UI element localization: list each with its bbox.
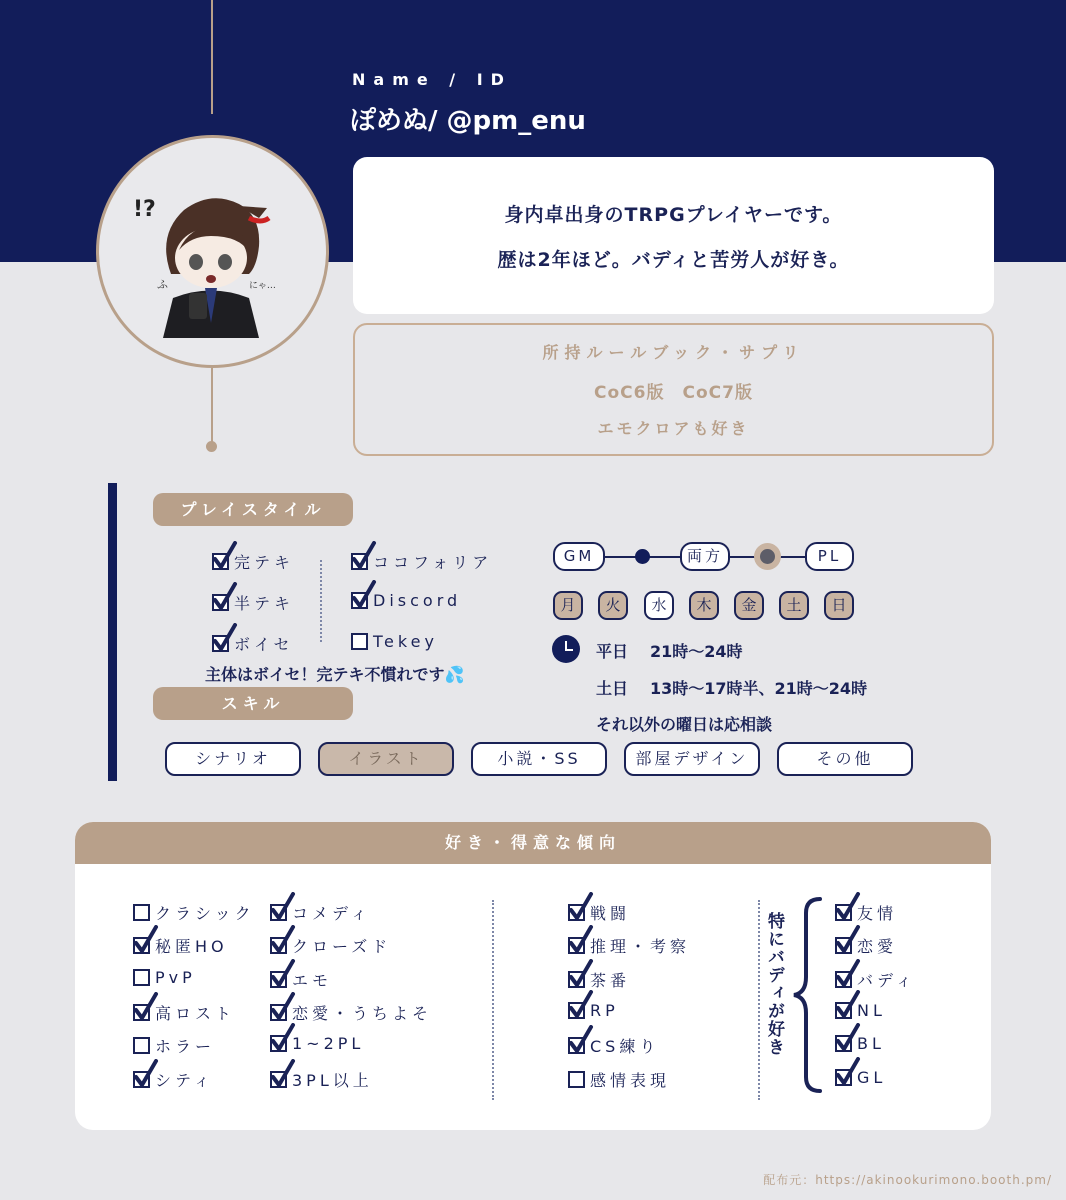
- checkbox[interactable]: [270, 1004, 287, 1021]
- checkbox[interactable]: [270, 904, 287, 921]
- preference-item[interactable]: [133, 968, 196, 987]
- checkbox-label: 戦闘: [590, 904, 631, 923]
- preferences-title: 好き・得意な傾向: [75, 822, 991, 864]
- checkbox[interactable]: [133, 969, 150, 986]
- section-side-bar: [108, 483, 117, 781]
- checkbox[interactable]: [133, 904, 150, 921]
- checkmark-icon: [213, 541, 239, 571]
- checkbox[interactable]: [270, 971, 287, 988]
- checkbox[interactable]: [133, 1071, 150, 1088]
- checkbox-label: ココフォリア: [373, 553, 493, 572]
- role-both[interactable]: 両方: [680, 542, 730, 571]
- checkbox-label: エモ: [292, 971, 333, 990]
- checkbox[interactable]: [270, 937, 287, 954]
- preference-item[interactable]: [568, 1001, 619, 1020]
- day-thu[interactable]: 木: [689, 591, 719, 620]
- checkbox-label: 3PL以上: [292, 1071, 373, 1090]
- checkbox-label: コメディ: [292, 904, 371, 923]
- checkmark-icon: [352, 580, 378, 610]
- skill-illustration[interactable]: イラスト: [318, 742, 454, 776]
- playstyle-note: 主体はボイセ！完テキ不慣れです💦: [205, 665, 465, 684]
- checkmark-icon: [134, 1059, 160, 1089]
- rulebook-line: エモクロアも好き: [597, 419, 750, 438]
- checkbox-label: ホラー: [155, 1037, 216, 1056]
- preference-item[interactable]: [568, 1068, 670, 1091]
- checkbox[interactable]: [351, 633, 368, 650]
- checkbox[interactable]: [835, 1069, 852, 1086]
- checkmark-icon: [134, 992, 160, 1022]
- checkbox[interactable]: [133, 1004, 150, 1021]
- checkbox[interactable]: [270, 1071, 287, 1088]
- rulebook-title: 所持ルールブック・サプリ: [542, 343, 805, 362]
- preference-item[interactable]: [270, 968, 332, 991]
- checkbox-label: Discord: [373, 591, 462, 610]
- checkbox[interactable]: [270, 1035, 287, 1052]
- checkbox-label: PvP: [155, 968, 196, 987]
- svg-text:ふ: ふ: [157, 278, 168, 291]
- checkbox[interactable]: [568, 1002, 585, 1019]
- preference-item[interactable]: [568, 901, 630, 924]
- intro-card: [353, 157, 994, 314]
- checkbox[interactable]: [835, 1002, 852, 1019]
- checkbox[interactable]: [351, 592, 368, 609]
- preference-item[interactable]: [270, 1068, 373, 1091]
- day-sun[interactable]: 日: [824, 591, 854, 620]
- preference-item[interactable]: [568, 1034, 659, 1057]
- schedule-other: それ以外の曜日は応相談: [596, 715, 773, 734]
- svg-text:!?: !?: [133, 197, 156, 222]
- checkbox-label: 1~2PL: [292, 1034, 365, 1053]
- checkmark-icon: [569, 1025, 595, 1055]
- day-tue[interactable]: 火: [598, 591, 628, 620]
- rulebook-card: [353, 323, 994, 456]
- checkmark-icon: [271, 992, 297, 1022]
- divider: [320, 560, 322, 642]
- credit-text: 配布元：https://akinookurimono.booth.pm/: [763, 1173, 1052, 1187]
- checkmark-icon: [836, 959, 862, 989]
- playstyle-format-item[interactable]: [212, 632, 294, 655]
- checkbox[interactable]: [212, 594, 229, 611]
- checkbox-label: ボイセ: [234, 635, 294, 654]
- checkbox[interactable]: [568, 1071, 585, 1088]
- checkbox-label: 完テキ: [234, 553, 295, 572]
- checkbox[interactable]: [835, 1035, 852, 1052]
- checkbox-label: GL: [857, 1068, 887, 1087]
- day-wed[interactable]: 水: [644, 591, 674, 620]
- checkbox-label: クローズド: [292, 937, 392, 956]
- checkbox-label: バディ: [857, 971, 916, 990]
- checkmark-icon: [836, 990, 862, 1020]
- skill-other[interactable]: その他: [777, 742, 913, 776]
- preference-item[interactable]: [133, 934, 228, 957]
- checkbox[interactable]: [351, 553, 368, 570]
- checkbox-label: 感情表現: [590, 1071, 671, 1090]
- checkmark-icon: [836, 892, 862, 922]
- preference-item[interactable]: [270, 1034, 364, 1053]
- checkmark-icon: [134, 925, 160, 955]
- preference-item[interactable]: [270, 901, 371, 924]
- checkmark-icon: [213, 582, 239, 612]
- role-gm[interactable]: GM: [553, 542, 605, 571]
- day-mon[interactable]: 月: [553, 591, 583, 620]
- checkbox-label: クラシック: [155, 904, 255, 923]
- preference-item[interactable]: [835, 1068, 886, 1087]
- schedule-weekend-label: 土日: [596, 679, 629, 698]
- checkbox[interactable]: [568, 1037, 585, 1054]
- svg-text:にゃ…: にゃ…: [249, 281, 276, 291]
- preference-item[interactable]: [133, 1001, 235, 1024]
- checkmark-icon: [836, 1057, 862, 1087]
- rulebook-line: CoC6版 CoC7版: [594, 383, 753, 403]
- preference-item[interactable]: [133, 1068, 214, 1091]
- checkbox-label: 恋愛: [857, 937, 898, 956]
- playstyle-format-item[interactable]: [212, 550, 294, 573]
- checkbox-label: 高ロスト: [155, 1004, 236, 1023]
- skill-novel[interactable]: 小説・SS: [471, 742, 607, 776]
- day-fri[interactable]: 金: [734, 591, 764, 620]
- preference-item[interactable]: [270, 1001, 432, 1024]
- checkmark-icon: [569, 990, 595, 1020]
- checkbox-label: 友情: [857, 904, 898, 923]
- name-label: Name / ID: [352, 70, 512, 89]
- checkbox-label: 茶番: [590, 971, 631, 990]
- schedule-weekend-time: 13時〜17時半、21時〜24時: [650, 679, 868, 698]
- bracket-note: 特にバディが好き: [764, 912, 784, 1056]
- checkmark-icon: [271, 925, 297, 955]
- checkbox[interactable]: [568, 971, 585, 988]
- thread-line: [211, 0, 213, 114]
- avatar: [96, 135, 329, 368]
- role-selected-dot[interactable]: [754, 543, 781, 570]
- skill-room-design[interactable]: 部屋デザイン: [624, 742, 760, 776]
- checkmark-icon: [213, 623, 239, 653]
- checkbox-label: CS練り: [590, 1037, 660, 1056]
- role-pl[interactable]: PL: [805, 542, 854, 571]
- character-portrait-icon: [99, 138, 326, 365]
- checkbox-label: BL: [857, 1034, 885, 1053]
- checkmark-icon: [271, 1059, 297, 1089]
- checkbox-label: 推理・考察: [590, 937, 691, 956]
- role-scale-dot[interactable]: [635, 549, 650, 564]
- checkbox-label: シティ: [155, 1071, 214, 1090]
- checkbox-label: 半テキ: [234, 594, 295, 613]
- schedule-weekday-label: 平日: [596, 642, 629, 661]
- checkmark-icon: [271, 892, 297, 922]
- checkbox[interactable]: [212, 553, 229, 570]
- skill-scenario[interactable]: シナリオ: [165, 742, 301, 776]
- preference-item[interactable]: [835, 901, 897, 924]
- preference-item[interactable]: [835, 968, 916, 991]
- preference-item[interactable]: [270, 934, 391, 957]
- checkmark-icon: [569, 892, 595, 922]
- divider: [492, 900, 494, 1100]
- playstyle-tab: プレイスタイル: [153, 493, 353, 526]
- day-sat[interactable]: 土: [779, 591, 809, 620]
- checkbox[interactable]: [568, 937, 585, 954]
- checkmark-icon: [271, 1023, 297, 1053]
- checkbox[interactable]: [568, 904, 585, 921]
- playstyle-tool-item[interactable]: [351, 550, 492, 573]
- preference-item[interactable]: [568, 934, 690, 957]
- checkbox-label: RP: [590, 1001, 619, 1020]
- checkbox[interactable]: [212, 635, 229, 652]
- schedule-weekday-time: 21時〜24時: [650, 642, 743, 661]
- preference-item[interactable]: [133, 1034, 215, 1057]
- curly-brace-icon: [788, 895, 828, 1095]
- intro-line: 身内卓出身のTRPGプレイヤーです。: [504, 203, 843, 226]
- checkmark-icon: [569, 959, 595, 989]
- checkbox-label: Tekey: [373, 632, 438, 651]
- checkbox[interactable]: [835, 971, 852, 988]
- checkbox[interactable]: [133, 937, 150, 954]
- thread-dot: [206, 441, 217, 452]
- checkbox-label: 秘匿HO: [155, 937, 228, 956]
- checkmark-icon: [836, 925, 862, 955]
- checkmark-icon: [271, 959, 297, 989]
- checkmark-icon: [569, 925, 595, 955]
- intro-line: 歴は2年ほど。バディと苦労人が好き。: [497, 248, 850, 271]
- preference-item[interactable]: [133, 901, 255, 924]
- checkbox[interactable]: [133, 1037, 150, 1054]
- preference-item[interactable]: [568, 968, 630, 991]
- name-value: ぽめぬ/ @pm_enu: [350, 106, 586, 136]
- checkbox-label: NL: [857, 1001, 886, 1020]
- checkbox[interactable]: [835, 937, 852, 954]
- checkbox[interactable]: [835, 904, 852, 921]
- playstyle-tool-item[interactable]: [351, 591, 461, 610]
- thread-line: [211, 368, 213, 444]
- checkbox-label: 恋愛・うちよそ: [292, 1004, 433, 1023]
- preference-item[interactable]: [835, 1034, 885, 1053]
- checkmark-icon: [836, 1023, 862, 1053]
- checkmark-icon: [352, 541, 378, 571]
- skills-tab: スキル: [153, 687, 353, 720]
- clock-icon: [552, 635, 580, 663]
- preference-item[interactable]: [835, 934, 897, 957]
- divider: [758, 900, 760, 1100]
- playstyle-tool-item[interactable]: [351, 632, 438, 651]
- playstyle-format-item[interactable]: [212, 591, 294, 614]
- preference-item[interactable]: [835, 1001, 886, 1020]
